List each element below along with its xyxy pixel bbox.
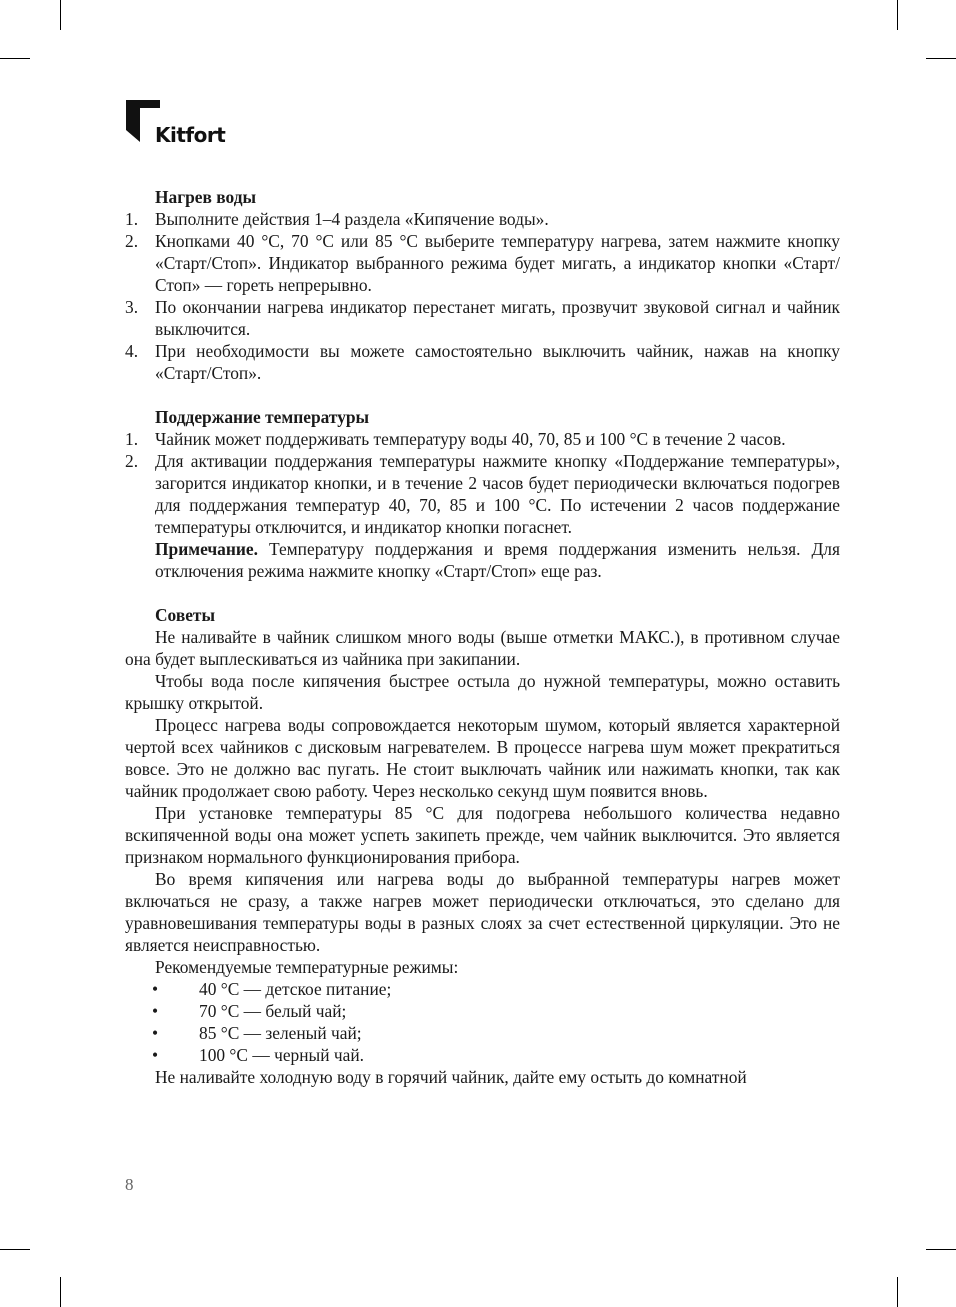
- temperature-modes-list: [125, 978, 840, 1066]
- list-item: [125, 1022, 840, 1044]
- item-number: 1.: [125, 209, 139, 229]
- crop-mark: [60, 1277, 61, 1307]
- item-number: 1.: [125, 429, 139, 449]
- bullet-icon: •: [152, 979, 159, 999]
- bullet-icon: •: [152, 1045, 159, 1065]
- bullet-text: 40 °С — детское питание;: [199, 979, 392, 999]
- list-item: [125, 208, 840, 230]
- list-item: [125, 978, 840, 1000]
- paragraph: Чтобы вода после кипячения быстрее остыла до нужной температуры, можно оставить крышку открытой.: [125, 671, 840, 713]
- paragraph: Не наливайте в чайник слишком много воды (выше отметки МАКС.), в противном случае она будет выплескиваться из чайника при закипании.: [125, 627, 840, 669]
- item-text: Кнопками 40 °С, 70 °С или 85 °С выберите температуру нагрева, затем нажмите кнопку «Старт/Стоп». Индикатор выбранного режима будет мигать, а индикатор кнопки «Старт/Стоп» — гореть непрерывно.: [155, 231, 840, 295]
- list-item: [125, 1000, 840, 1022]
- brand-name: Kitfort: [155, 123, 226, 147]
- crop-mark: [926, 1249, 956, 1250]
- bullet-icon: •: [152, 1023, 159, 1043]
- paragraph: Не наливайте холодную воду в горячий чайник, дайте ему остыть до комнатной: [155, 1067, 747, 1087]
- paragraph: Процесс нагрева воды сопровождается некоторым шумом, который является характерной чертой всех чайников с дисковым нагревателем. В процессе нагрева шум может прекратиться вовсе. Это не должно вас пугать. Не стоит выключать чайник или нажимать кнопки, так как чайник продолжает свою работу. Через несколько секунд шум появится вновь.: [125, 715, 840, 801]
- bullet-text: 85 °С — зеленый чай;: [199, 1023, 362, 1043]
- item-number: 3.: [125, 297, 139, 317]
- list-item: [125, 296, 840, 340]
- item-number: 4.: [125, 341, 139, 361]
- note-label: Примечание.: [155, 539, 258, 559]
- item-text: При необходимости вы можете самостоятельно выключить чайник, нажав на кнопку «Старт/Стоп».: [155, 341, 840, 383]
- list-item: [125, 1044, 840, 1066]
- section-title-tips: Советы: [155, 605, 216, 625]
- page-number: 8: [125, 1175, 134, 1194]
- paragraph: Рекомендуемые температурные режимы:: [155, 957, 459, 977]
- section-title-heating: Нагрев воды: [155, 187, 257, 207]
- item-text: Чайник может поддерживать температуру воды 40, 70, 85 и 100 °С в течение 2 часов.: [155, 429, 786, 449]
- item-text: Выполните действия 1–4 раздела «Кипячение воды».: [155, 209, 549, 229]
- bullet-text: 100 °С — черный чай.: [199, 1045, 364, 1065]
- section-title-keep-warm: Поддержание температуры: [155, 407, 370, 427]
- item-text: Для активации поддержания температуры нажмите кнопку «Поддержание температуры», загорится индикатор кнопки, и в течение 2 часов будет периодически включаться подогрев для поддержания температур 40, 70, 85 и 100 °С. По истечении 2 часов поддержание температуры отключится, и индикатор кнопки погаснет.: [155, 451, 840, 537]
- note-text: Температуру поддержания и время поддержания изменить нельзя. Для отключения режима нажмите кнопку «Старт/Стоп» еще раз.: [155, 539, 840, 581]
- bullet-text: 70 °С — белый чай;: [199, 1001, 347, 1021]
- list-item: [125, 340, 840, 384]
- paragraph: Во время кипячения или нагрева воды до выбранной температуры нагрев может включаться не сразу, а также нагрев может периодически отключаться, это сделано для уравновешивания температуры воды в разных слоях за счет естественной циркуляции. Это не является неисправностью.: [125, 869, 840, 955]
- note: [125, 538, 840, 582]
- crop-mark: [0, 1249, 30, 1250]
- item-text: По окончании нагрева индикатор перестанет мигать, прозвучит звуковой сигнал и чайник выключится.: [155, 297, 840, 339]
- list-item: [125, 428, 840, 450]
- item-number: 2.: [125, 451, 139, 471]
- item-number: 2.: [125, 231, 139, 251]
- heating-steps: [125, 208, 840, 384]
- bullet-icon: •: [152, 1001, 159, 1021]
- list-item: [125, 230, 840, 296]
- list-item: [125, 450, 840, 538]
- crop-mark: [60, 0, 61, 30]
- crop-mark: [897, 1277, 898, 1307]
- keep-warm-steps: [125, 428, 840, 538]
- brand-logo: [126, 100, 256, 150]
- page-content: [125, 186, 840, 1088]
- crop-mark: [0, 58, 30, 59]
- paragraph: При установке температуры 85 °С для подогрева небольшого количества недавно вскипяченной воды она может успеть закипеть прежде, чем чайник выключится. Это является признаком нормального функционирования прибора.: [125, 803, 840, 867]
- crop-mark: [926, 58, 956, 59]
- crop-mark: [897, 0, 898, 30]
